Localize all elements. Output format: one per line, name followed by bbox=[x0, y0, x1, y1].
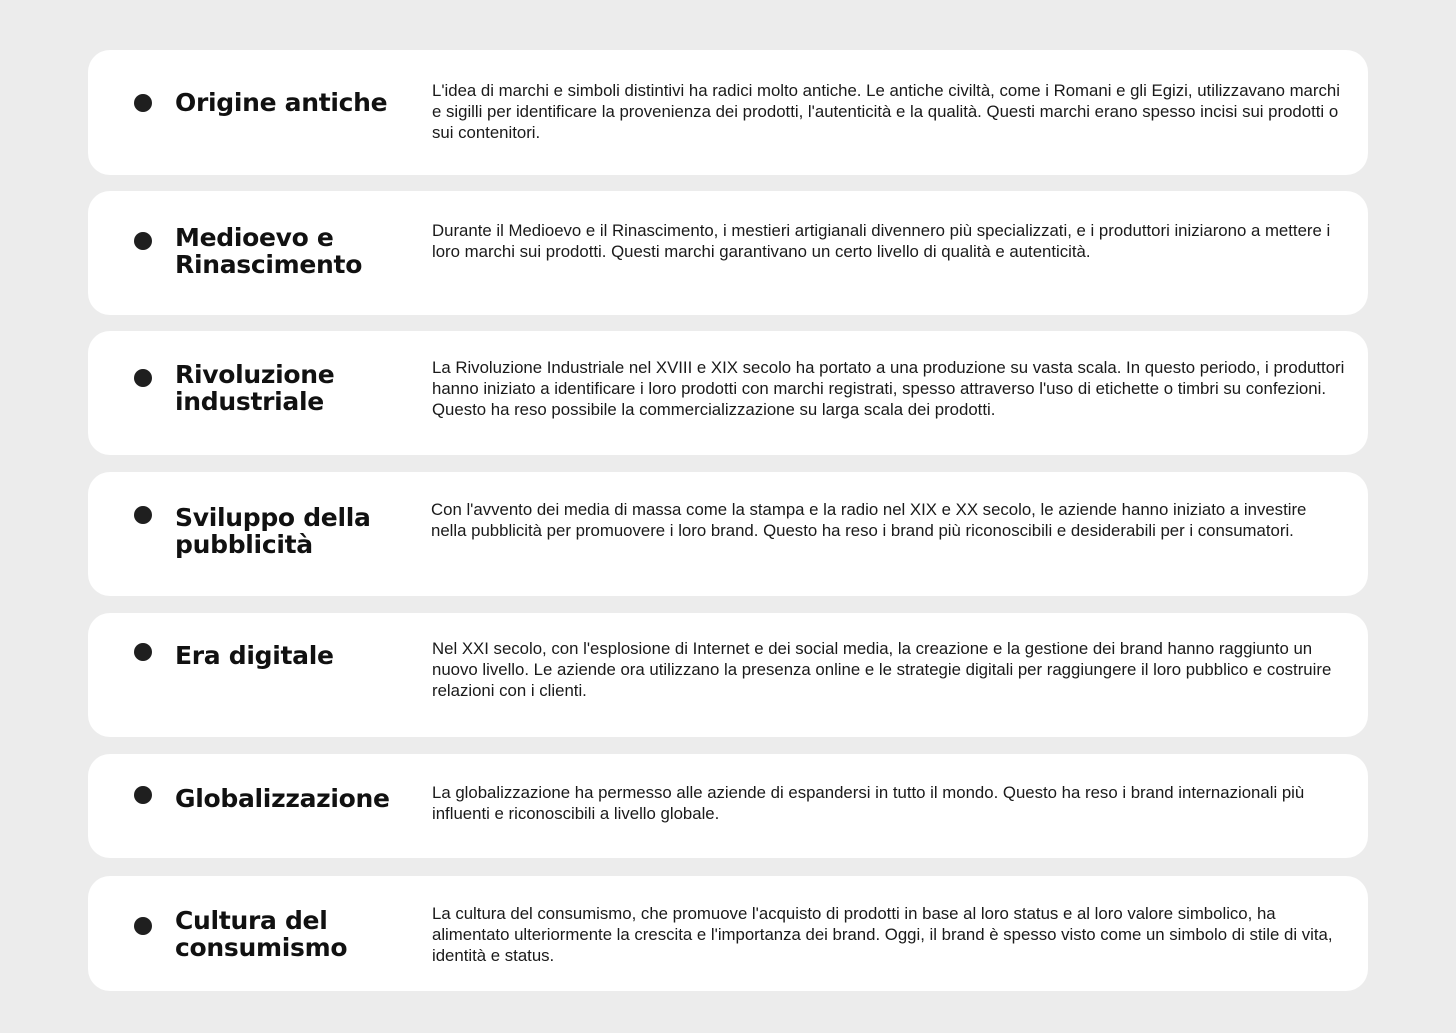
card-description: La cultura del consumismo, che promuove l'acquisto di prodotti in base al loro status e al loro valore simbolico, ha alimentato ulteriormente la crescita e l'importanza dei brand. Oggi, il brand è spesso visto come un simbolo di stile di vita, identità e status. bbox=[432, 904, 1333, 965]
card-description: La globalizzazione ha permesso alle aziende di espandersi in tutto il mondo. Questo ha reso i brand internazionali più influenti e riconoscibili a livello globale. bbox=[432, 783, 1305, 823]
timeline-card-rivoluzione-industriale bbox=[88, 331, 1368, 455]
card-title: Sviluppo della pubblicità bbox=[175, 503, 371, 559]
card-title: Era digitale bbox=[175, 641, 334, 670]
card-title: Cultura del consumismo bbox=[175, 906, 348, 962]
card-title: Origine antiche bbox=[175, 88, 388, 117]
timeline-card-cultura-consumismo bbox=[88, 876, 1368, 991]
bullet-dot-icon bbox=[134, 94, 152, 112]
card-description: Nel XXI secolo, con l'esplosione di Internet e dei social media, la creazione e la gestione dei brand hanno raggiunto un nuovo livello. Le aziende ora utilizzano la presenza online e le strategie digitali per raggiungere il loro pubblico e costruire relazioni con i clienti. bbox=[432, 639, 1332, 700]
card-title: Rivoluzione industriale bbox=[175, 360, 335, 416]
timeline-card-origine-antiche bbox=[88, 50, 1368, 175]
bullet-dot-icon bbox=[134, 506, 152, 524]
card-title: Globalizzazione bbox=[175, 784, 390, 813]
timeline-card-sviluppo-pubblicita bbox=[88, 472, 1368, 596]
card-description: La Rivoluzione Industriale nel XVIII e XIX secolo ha portato a una produzione su vasta scala. In questo periodo, i produttori hanno iniziato a identificare i loro prodotti con marchi registrati, spesso attraverso l'uso di etichette o timbri su confezioni. Questo ha reso possibile la commercializzazione su larga scala dei prodotti. bbox=[432, 358, 1345, 419]
bullet-dot-icon bbox=[134, 917, 152, 935]
bullet-dot-icon bbox=[134, 786, 152, 804]
timeline-card-medioevo-rinascimento bbox=[88, 191, 1368, 315]
bullet-dot-icon bbox=[134, 232, 152, 250]
timeline-card-era-digitale bbox=[88, 613, 1368, 737]
bullet-dot-icon bbox=[134, 369, 152, 387]
bullet-dot-icon bbox=[134, 643, 152, 661]
card-description: Durante il Medioevo e il Rinascimento, i mestieri artigianali divennero più specializzati, e i produttori iniziarono a mettere i loro marchi sui prodotti. Questi marchi garantivano un certo livello di qualità e autenticità. bbox=[432, 221, 1331, 261]
timeline-card-globalizzazione bbox=[88, 754, 1368, 858]
card-description: Con l'avvento dei media di massa come la stampa e la radio nel XIX e XX secolo, le aziende hanno iniziato a investire nella pubblicità per promuovere i loro brand. Questo ha reso i brand più riconoscibili e desiderabili per i consumatori. bbox=[431, 500, 1307, 540]
card-description: L'idea di marchi e simboli distintivi ha radici molto antiche. Le antiche civiltà, come i Romani e gli Egizi, utilizzavano marchi e sigilli per identificare la provenienza dei prodotti, l'autenticità e la qualità. Questi marchi erano spesso incisi sui prodotti o sui contenitori. bbox=[432, 81, 1340, 142]
card-title: Medioevo e Rinascimento bbox=[175, 223, 363, 279]
